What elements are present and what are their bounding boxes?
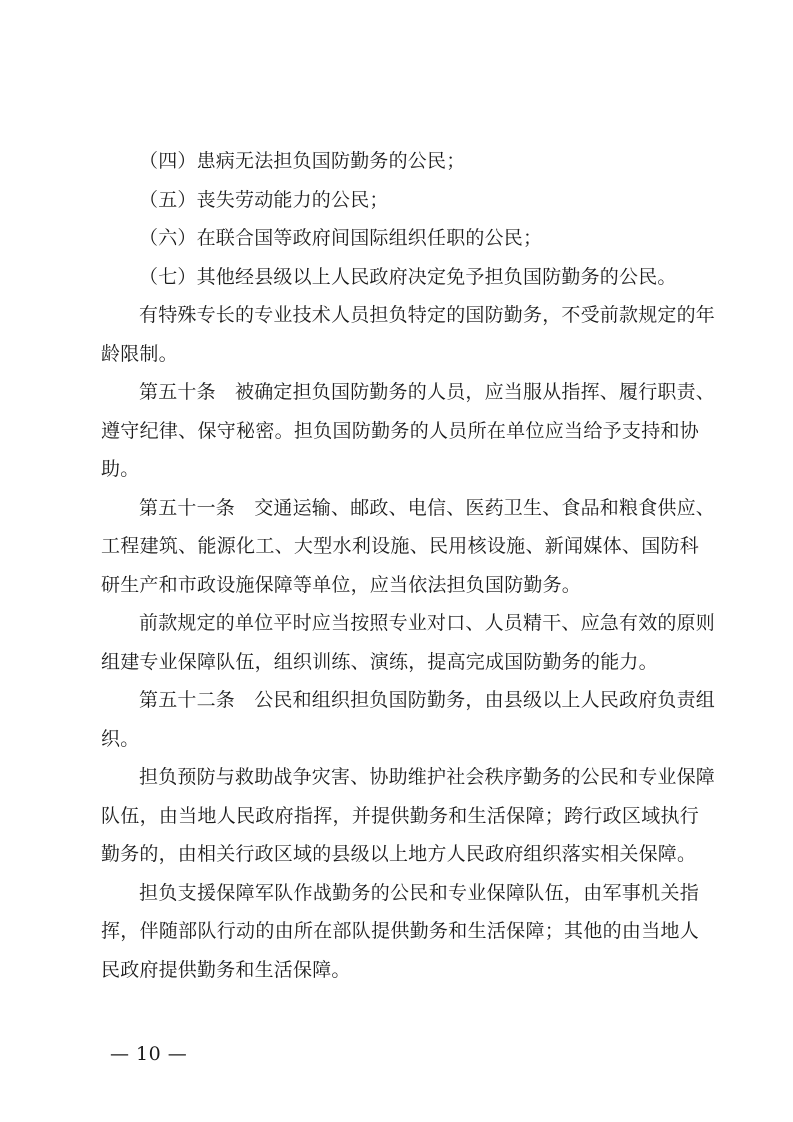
text-line: 前款规定的单位平时应当按照专业对口、人员精干、应急有效的原则: [139, 612, 716, 634]
article-51: [101, 489, 716, 605]
text-line: 工程建筑、能源化工、大型水利设施、民用核设施、新闻媒体、国防科: [101, 535, 699, 557]
document-body: [101, 142, 716, 989]
paragraph-military-support: [101, 874, 699, 990]
paragraph-item-4: [101, 142, 699, 181]
text-line: 龄限制。: [101, 342, 178, 365]
text-line: 第五十条 被确定担负国防勤务的人员，应当服从指挥、履行职责、: [139, 381, 716, 403]
paragraph-item-6: [101, 219, 699, 258]
text-line: 民政府提供勤务和生活保障。: [101, 958, 351, 981]
text-line: （五）丧失劳动能力的公民；: [139, 188, 389, 211]
article-52: [101, 681, 716, 758]
text-line: 第五十一条 交通运输、邮政、电信、医药卫生、食品和粮食供应、: [139, 496, 716, 519]
text-line: 组建专业保障队伍，组织训练、演练，提高完成国防勤务的能力。: [101, 650, 658, 673]
text-line: 遵守纪律、保守秘密。担负国防勤务的人员所在单位应当给予支持和协: [101, 419, 699, 442]
paragraph-support-teams: [101, 604, 716, 681]
paragraph-item-7: [101, 258, 699, 297]
paragraph-item-5: [101, 181, 699, 220]
text-line: 挥，伴随部队行动的由所在部队提供勤务和生活保障；其他的由当地人: [101, 920, 699, 942]
paragraph-special-expertise: [101, 296, 716, 373]
text-line: 担负预防与救助战争灾害、协助维护社会秩序勤务的公民和专业保障: [139, 766, 716, 788]
text-line: 勤务的，由相关行政区域的县级以上地方人民政府组织落实相关保障。: [101, 843, 697, 865]
text-line: 第五十二条 公民和组织担负国防勤务，由县级以上人民政府负责组: [139, 689, 716, 711]
article-50: [101, 373, 716, 489]
text-line: 担负支援保障军队作战勤务的公民和专业保障队伍，由军事机关指: [139, 881, 699, 904]
text-line: （七）其他经县级以上人民政府决定免予担负国防勤务的公民。: [139, 265, 677, 288]
text-line: 织。: [101, 727, 140, 750]
text-line: 研生产和市政设施保障等单位，应当依法担负国防勤务。: [101, 573, 582, 596]
text-line: （六）在联合国等政府间国际组织任职的公民；: [139, 227, 543, 249]
text-line: （四）患病无法担负国防勤务的公民；: [139, 150, 466, 172]
paragraph-disaster-relief: [101, 758, 716, 874]
page-number: — 10 —: [110, 1043, 188, 1065]
text-line: 有特殊专长的专业技术人员担负特定的国防勤务，不受前款规定的年: [139, 304, 716, 326]
text-line: 助。: [101, 458, 140, 480]
text-line: 队伍，由当地人民政府指挥，并提供勤务和生活保障；跨行政区域执行: [101, 804, 699, 827]
